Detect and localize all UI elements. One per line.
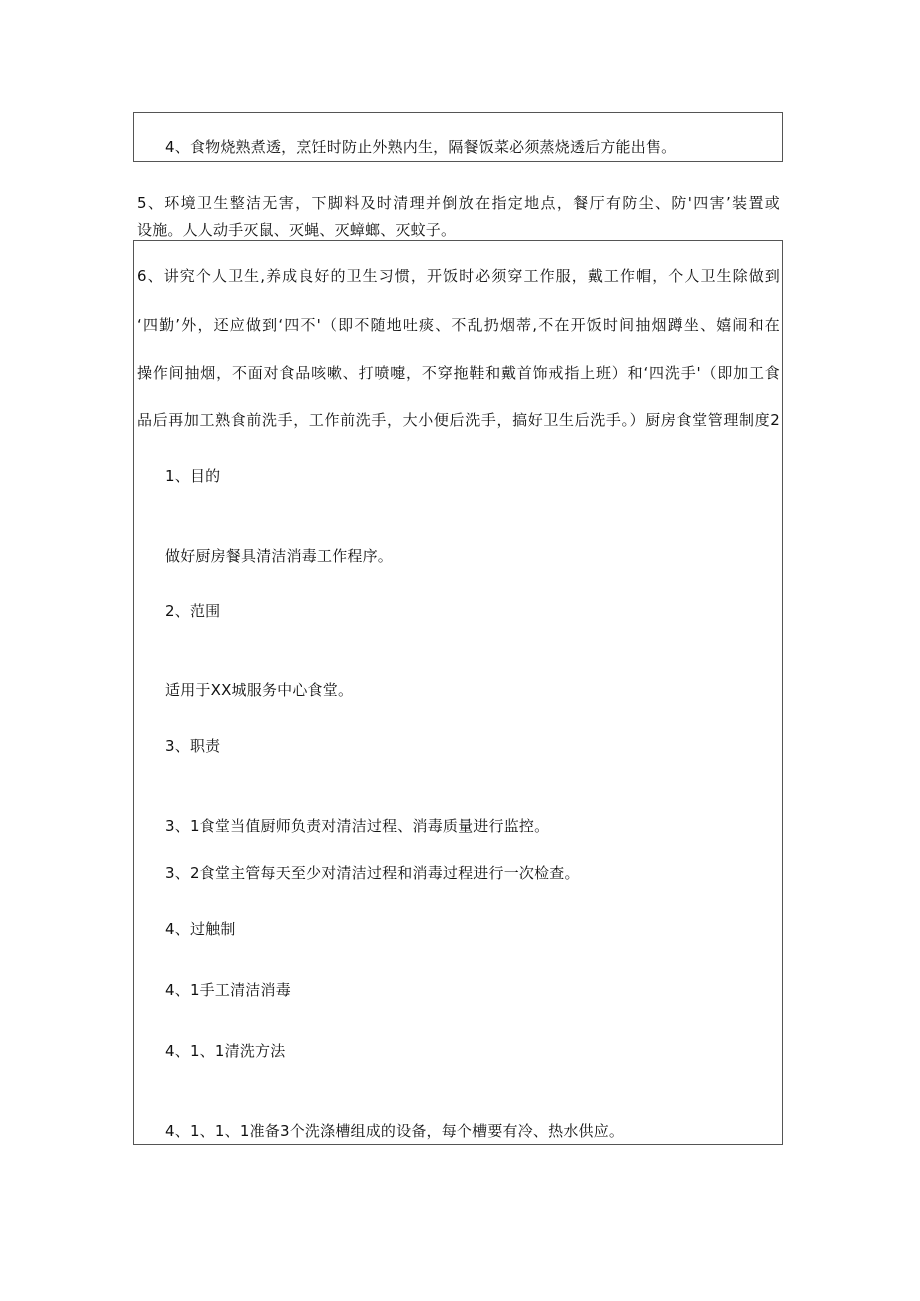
paragraph-item-5-line-1: 5、环境卫生整洁无害，下脚料及时清理并倒放在指定地点，餐厅有防尘、防'四害’装置或 [137,194,780,212]
paragraph-item-6-line-1: 6、讲究个人卫生,养成良好的卫生习惯，开饭时必须穿工作服，戴工作帽，个人卫生除做到 [137,267,780,285]
heading-duties: 3、职责 [165,737,221,755]
heading-scope: 2、范围 [165,602,221,620]
paragraph-duty-3-1: 3、1食堂当值厨师负责对清洁过程、消毒质量进行监控。 [165,817,550,835]
paragraph-control-4-1-1-1: 4、1、1、1准备3个洗涤槽组成的设备，每个槽要有冷、热水供应。 [165,1122,625,1140]
paragraph-purpose: 做好厨房餐具清洁消毒工作程序。 [165,547,394,565]
paragraph-item-4: 4、食物烧熟煮透，烹饪时防止外熟内生，隔餐饭菜必须蒸烧透后方能出售。 [165,138,677,156]
paragraph-item-5-line-2: 设施。人人动手灭鼠、灭蝇、灭蟑螂、灭蚊子。 [137,221,457,239]
paragraph-item-6-line-4: 品后再加工熟食前洗手，工作前洗手，大小便后洗手，搞好卫生后洗手。）厨房食堂管理制度2 [137,411,780,429]
paragraph-scope: 适用于XX城服务中心食堂。 [165,681,354,699]
heading-control-4-1: 4、1手工清洁消毒 [165,981,291,999]
paragraph-item-6-line-2: ‘四勤’外，还应做到‘四不'（即不随地吐痰、不乱扔烟蒂,不在开饭时间抽烟蹲坐、嬉闹和在 [137,316,780,334]
heading-purpose: 1、目的 [165,467,221,485]
paragraph-item-6-line-3: 操作间抽烟，不面对食品咳嗽、打喷嚏，不穿拖鞋和戴首饰戒指上班）和‘四洗手'（即加工食 [137,364,780,382]
heading-control: 4、过触制 [165,920,236,938]
paragraph-duty-3-2: 3、2食堂主管每天至少对清洁过程和消毒过程进行一次检查。 [165,864,580,882]
heading-control-4-1-1: 4、1、1清洗方法 [165,1042,286,1060]
